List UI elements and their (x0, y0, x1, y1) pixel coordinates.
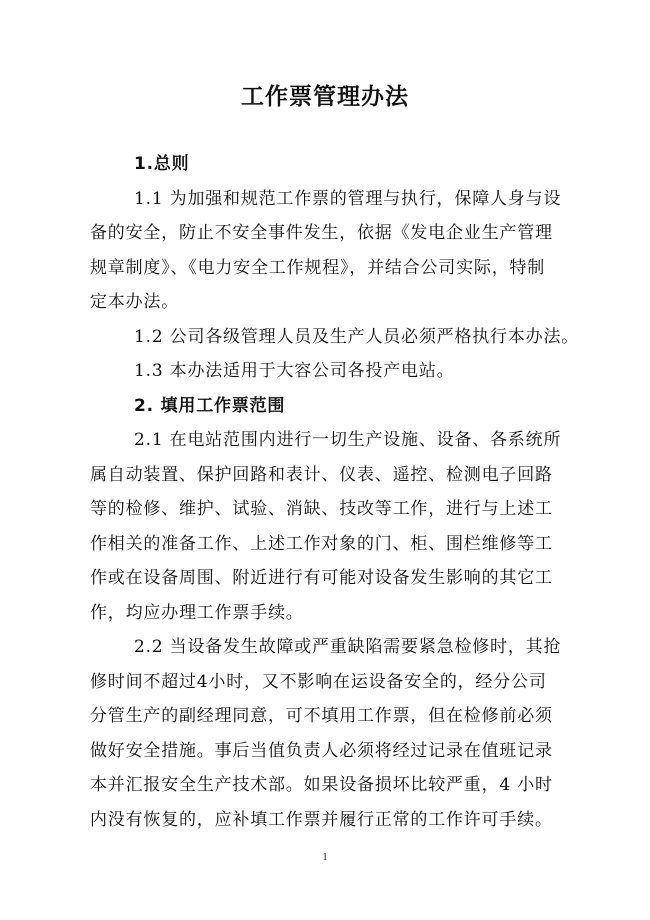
paragraph-line: 定本办法。 (90, 292, 179, 312)
paragraph-line: 属自动装置、保护回路和表计、仪表、遥控、检测电子回路 (90, 464, 553, 485)
paragraph-line: 作或在设备周围、附近进行有可能对设备发生影响的其它工 (90, 568, 553, 588)
paragraph-line: 1.2 公司各级管理人员及生产人员必须严格执行本办法。 (134, 326, 580, 347)
paragraph-line: 1.1 为加强和规范工作票的管理与执行，保障人身与设 (134, 188, 562, 209)
page-number: 1 (322, 852, 328, 863)
paragraph-line: 分管生产的副经理同意，可不填用工作票，但在检修前必须 (90, 706, 553, 726)
paragraph-line: 1.3 本办法适用于大容公司各投产电站。 (134, 361, 455, 381)
paragraph-line: 2.2 当设备发生故障或严重缺陷需要紧急检修时，其抢 (134, 637, 562, 657)
document-body (90, 147, 580, 837)
paragraph-line: 2.1 在电站范围内进行一切生产设施、设备、各系统所 (134, 430, 562, 450)
paragraph-line: 等的检修、维护、试验、消缺、技改等工作，进行与上述工 (90, 499, 553, 519)
paragraph-line: 内没有恢复的，应补填工作票并履行正常的工作许可手续。 (90, 809, 553, 830)
paragraph-line: 做好安全措施。事后当值负责人必须将经过记录在值班记录 (90, 740, 553, 761)
paragraph-line: 作，均应办理工作票手续。 (90, 602, 304, 623)
section-heading-scope: 2. 填用工作票范围 (134, 395, 286, 416)
document-title: 工作票管理办法 (241, 84, 409, 110)
paragraph-line: 备的安全，防止不安全事件发生，依据《发电企业生产管理 (90, 223, 553, 243)
section-heading-general: 1.总则 (134, 154, 190, 174)
paragraph-line: 规章制度》、《电力安全工作规程》，并结合公司实际，特制 (90, 257, 546, 278)
paragraph-line: 修时间不超过4小时，又不影响在运设备安全的，经分公司 (90, 671, 547, 692)
paragraph-line: 本并汇报安全生产技术部。如果设备损坏比较严重，4 小时 (90, 775, 553, 795)
paragraph-line: 作相关的准备工作、上述工作对象的门、柜、围栏维修等工 (90, 533, 553, 554)
